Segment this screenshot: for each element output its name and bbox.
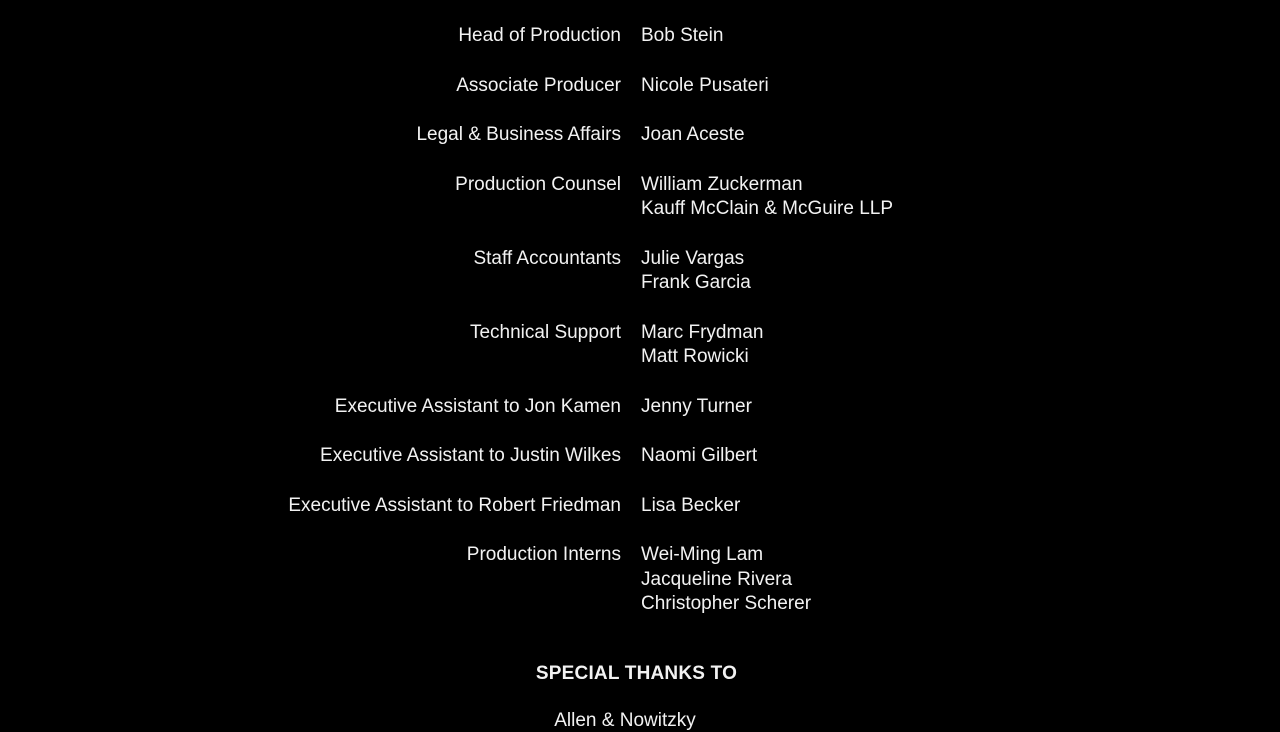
credit-name: Lisa Becker <box>641 494 741 516</box>
special-thanks-heading: SPECIAL THANKS TO <box>535 663 738 684</box>
credit-name: Jenny Turner <box>641 395 752 417</box>
credit-name: Frank Garcia <box>641 272 751 293</box>
credit-row <box>0 247 1280 296</box>
credit-row <box>0 444 1280 469</box>
credit-row <box>0 123 1280 148</box>
credit-row <box>0 173 1280 222</box>
credit-row <box>0 24 1280 49</box>
credit-name: Christopher Scherer <box>641 593 812 614</box>
credit-name: Bob Stein <box>641 25 724 46</box>
credit-names <box>641 321 1280 370</box>
credit-row <box>0 74 1280 99</box>
credit-name: Nicole Pusateri <box>641 74 769 96</box>
credit-row <box>0 543 1280 617</box>
credit-role: Technical Support <box>469 321 621 343</box>
credits-list <box>0 24 1280 642</box>
credit-names <box>641 395 1280 420</box>
credit-name: Kauff McClain & McGuire LLP <box>641 198 894 219</box>
credit-names <box>641 247 1280 296</box>
credit-names <box>641 444 1280 469</box>
credit-role: Executive Assistant to Justin Wilkes <box>320 445 621 466</box>
credit-names <box>641 173 1280 222</box>
credit-names <box>641 24 1280 49</box>
credit-name: William Zuckerman <box>641 173 803 195</box>
credit-role: Legal & Business Affairs <box>416 124 621 145</box>
credit-names <box>641 494 1280 519</box>
credit-row <box>0 395 1280 420</box>
credit-names <box>641 543 1280 617</box>
credit-role: Staff Accountants <box>473 247 621 269</box>
credit-role: Production Interns <box>466 544 621 565</box>
credit-role: Production Counsel <box>455 173 621 195</box>
credit-name: Matt Rowicki <box>641 346 749 367</box>
credit-role: Executive Assistant to Jon Kamen <box>334 395 621 417</box>
credit-names <box>641 74 1280 99</box>
credit-names <box>641 123 1280 148</box>
credit-name: Marc Frydman <box>641 321 764 343</box>
credit-name: Jacqueline Rivera <box>641 568 793 590</box>
credit-name: Julie Vargas <box>641 247 745 269</box>
credit-row <box>0 494 1280 519</box>
credit-role: Executive Assistant to Robert Friedman <box>288 494 621 516</box>
credit-name: Naomi Gilbert <box>641 445 758 466</box>
credit-name: Wei-Ming Lam <box>641 544 764 565</box>
special-thanks-partial-line: Allen & Nowitzky <box>554 710 696 731</box>
credit-role: Associate Producer <box>456 74 621 96</box>
credit-name: Joan Aceste <box>641 124 745 145</box>
credit-row <box>0 321 1280 370</box>
credit-role: Head of Production <box>458 25 621 46</box>
